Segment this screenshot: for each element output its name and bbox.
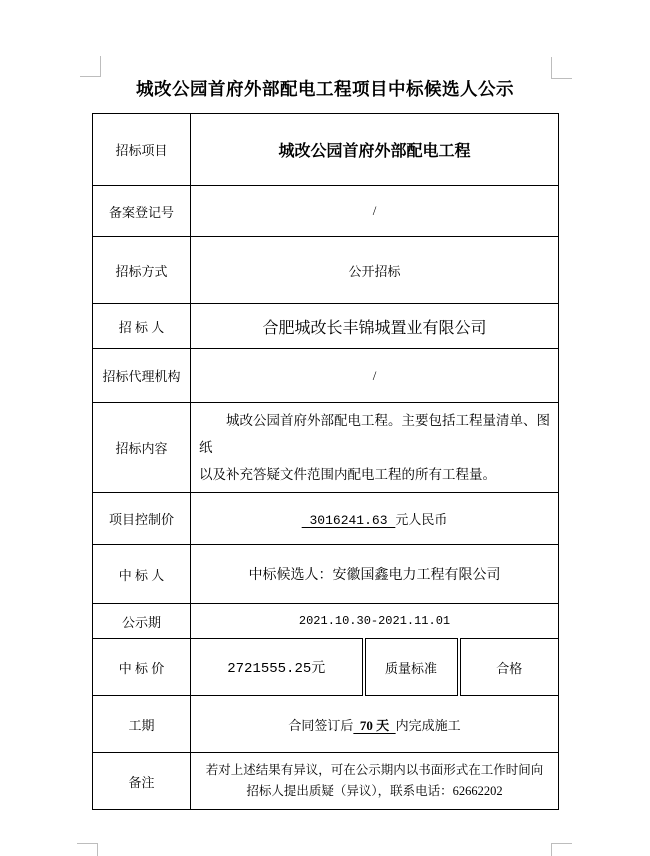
margin-crop-mark-bottom-left: [77, 843, 98, 856]
table-row: [93, 304, 559, 349]
quality-standard-value: 合格: [459, 639, 559, 696]
margin-crop-mark-top-left: [80, 56, 101, 77]
table-row: [93, 186, 559, 237]
table-row: [93, 403, 559, 493]
remark-label: 备注: [93, 753, 191, 810]
bid-price-value: [191, 639, 364, 696]
control-price-value: [191, 493, 559, 545]
announcement-table: [92, 113, 559, 810]
agency-value: /: [191, 349, 559, 403]
control-price-number: 3016241.63: [301, 513, 396, 528]
duration-days: 70 天: [353, 717, 396, 733]
bid-project-label: 招标项目: [93, 114, 191, 186]
record-no-label: 备案登记号: [93, 186, 191, 237]
quality-standard-label: 质量标准: [364, 639, 459, 696]
table-row: [93, 545, 559, 604]
publicity-period-label: 公示期: [93, 604, 191, 639]
table-row: [93, 753, 559, 810]
table-row: [93, 114, 559, 186]
duration-value: [191, 696, 559, 753]
remark-line1: 若对上述结果有异议，可在公示期内以书面形式在工作时间向: [205, 763, 544, 777]
winner-value: 中标候选人：安徽国鑫电力工程有限公司: [191, 545, 559, 604]
bid-price-label: 中 标 价: [93, 639, 191, 696]
table-row: [93, 493, 559, 545]
table-row: [93, 349, 559, 403]
margin-crop-mark-bottom-right: [551, 843, 572, 856]
bid-price-number: 2721555.25: [227, 661, 312, 677]
record-no-value: /: [191, 186, 559, 237]
bid-content-line2: 以及补充答疑文件范围内配电工程的所有工程量。: [199, 467, 496, 482]
bid-method-label: 招标方式: [93, 237, 191, 304]
publicity-period-value: 2021.10.30-2021.11.01: [191, 604, 559, 639]
bid-content-value: [191, 403, 559, 493]
bid-method-value: 公开招标: [191, 237, 559, 304]
control-price-suffix: 元人民币: [395, 512, 448, 527]
duration-suffix: 内完成施工: [395, 717, 461, 733]
table-row: [93, 639, 559, 696]
bid-content-label: 招标内容: [93, 403, 191, 493]
tenderer-label: 招 标 人: [93, 304, 191, 349]
page-title: 城改公园首府外部配电工程项目中标候选人公示: [136, 79, 514, 99]
bid-content-line1: 城改公园首府外部配电工程。主要包括工程量清单、图纸: [199, 413, 550, 455]
table-row: [93, 237, 559, 304]
control-price-label: 项目控制价: [93, 493, 191, 545]
winner-label: 中 标 人: [93, 545, 191, 604]
tenderer-value: 合肥城改长丰锦城置业有限公司: [191, 304, 559, 349]
table-row: [93, 696, 559, 753]
agency-label: 招标代理机构: [93, 349, 191, 403]
remark-line2: 招标人提出质疑（异议），联系电话：62662202: [246, 784, 503, 798]
remark-value: [191, 753, 559, 810]
table-row: [93, 604, 559, 639]
duration-prefix: 合同签订后: [288, 717, 354, 733]
bid-project-value: 城改公园首府外部配电工程: [191, 114, 559, 186]
bid-price-unit: 元: [311, 661, 326, 676]
duration-label: 工期: [93, 696, 191, 753]
